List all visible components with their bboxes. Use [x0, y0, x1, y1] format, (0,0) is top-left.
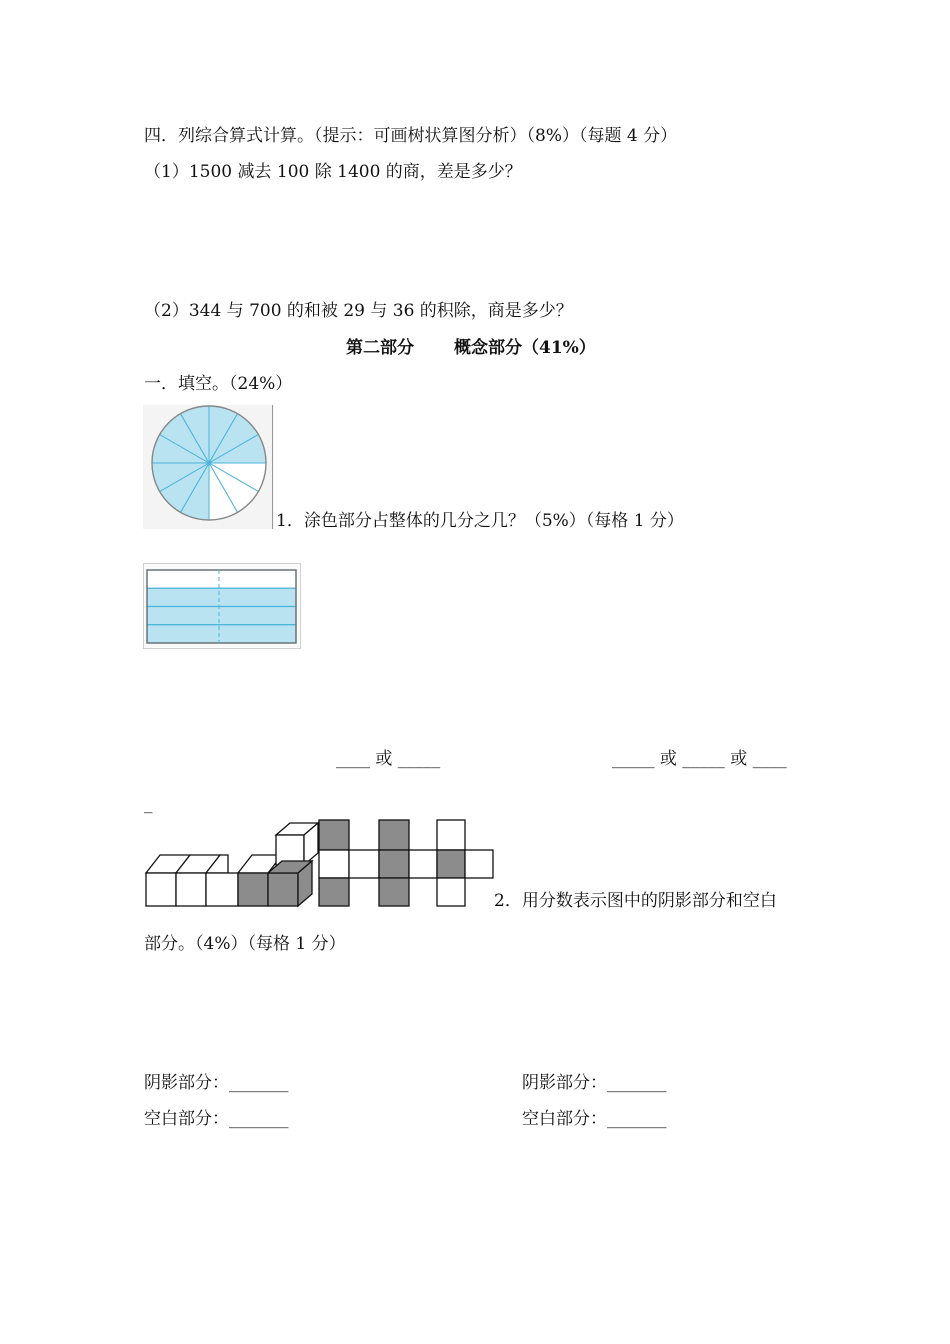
rectangle-strips	[147, 570, 296, 643]
cube-front-shaded	[238, 873, 268, 906]
fill-question-1: 1．涂色部分占整体的几分之几？（5%）（每格 1 分）	[276, 511, 684, 531]
question-1: （1）1500 减去 100 除 1400 的商，差是多少？	[144, 162, 522, 182]
cube-figure	[143, 818, 495, 910]
section4-heading: 四．列综合算式计算。（提示：可画树状算图分析）（8%）（每题 4 分）	[144, 126, 678, 146]
circle-figure	[143, 405, 274, 529]
net-square	[437, 878, 465, 906]
net-square	[465, 850, 493, 878]
answer-blank-wrap: _	[144, 794, 153, 814]
answer-blank-rectangle: _____ 或 _____ 或 ____	[612, 749, 787, 769]
cube-front	[146, 873, 176, 906]
answer-left-shaded: 阴影部分：_______	[144, 1073, 289, 1093]
net-square	[437, 820, 465, 850]
answer-right-blank: 空白部分：_______	[522, 1109, 667, 1129]
cube-front-shaded	[268, 873, 298, 906]
part2-title: 第二部分	[346, 338, 414, 358]
cube-front	[176, 873, 206, 906]
answer-right-shaded: 阴影部分：_______	[522, 1073, 667, 1093]
question-2: （2）344 与 700 的和被 29 与 36 的积除，商是多少？	[144, 301, 573, 321]
net-square-shaded	[379, 878, 409, 906]
net-square	[319, 850, 349, 878]
cube-front	[206, 873, 238, 906]
answer-blank-circle: ____ 或 _____	[336, 749, 441, 769]
net-square	[349, 850, 379, 878]
rectangle-strip-shaded	[147, 607, 296, 625]
net-square-shaded	[379, 820, 409, 850]
rectangle-strip	[147, 570, 296, 588]
net-square-shaded	[437, 850, 465, 878]
answer-left-blank: 空白部分：_______	[144, 1109, 289, 1129]
net-square-shaded	[379, 850, 409, 878]
fill-question-2-cont: 部分。（4%）（每格 1 分）	[144, 934, 346, 954]
fill-heading: 一．填空。（24%）	[144, 374, 293, 394]
part2-subtitle: 概念部分（41%）	[454, 338, 596, 358]
net-square-shaded	[319, 878, 349, 906]
fill-question-2: 2．用分数表示图中的阴影部分和空白	[494, 891, 777, 911]
net-square	[409, 850, 437, 878]
rectangle-figure	[143, 563, 301, 649]
net-square-shaded	[319, 820, 349, 850]
rectangle-strip-shaded	[147, 625, 296, 643]
rectangle-strip-shaded	[147, 588, 296, 606]
